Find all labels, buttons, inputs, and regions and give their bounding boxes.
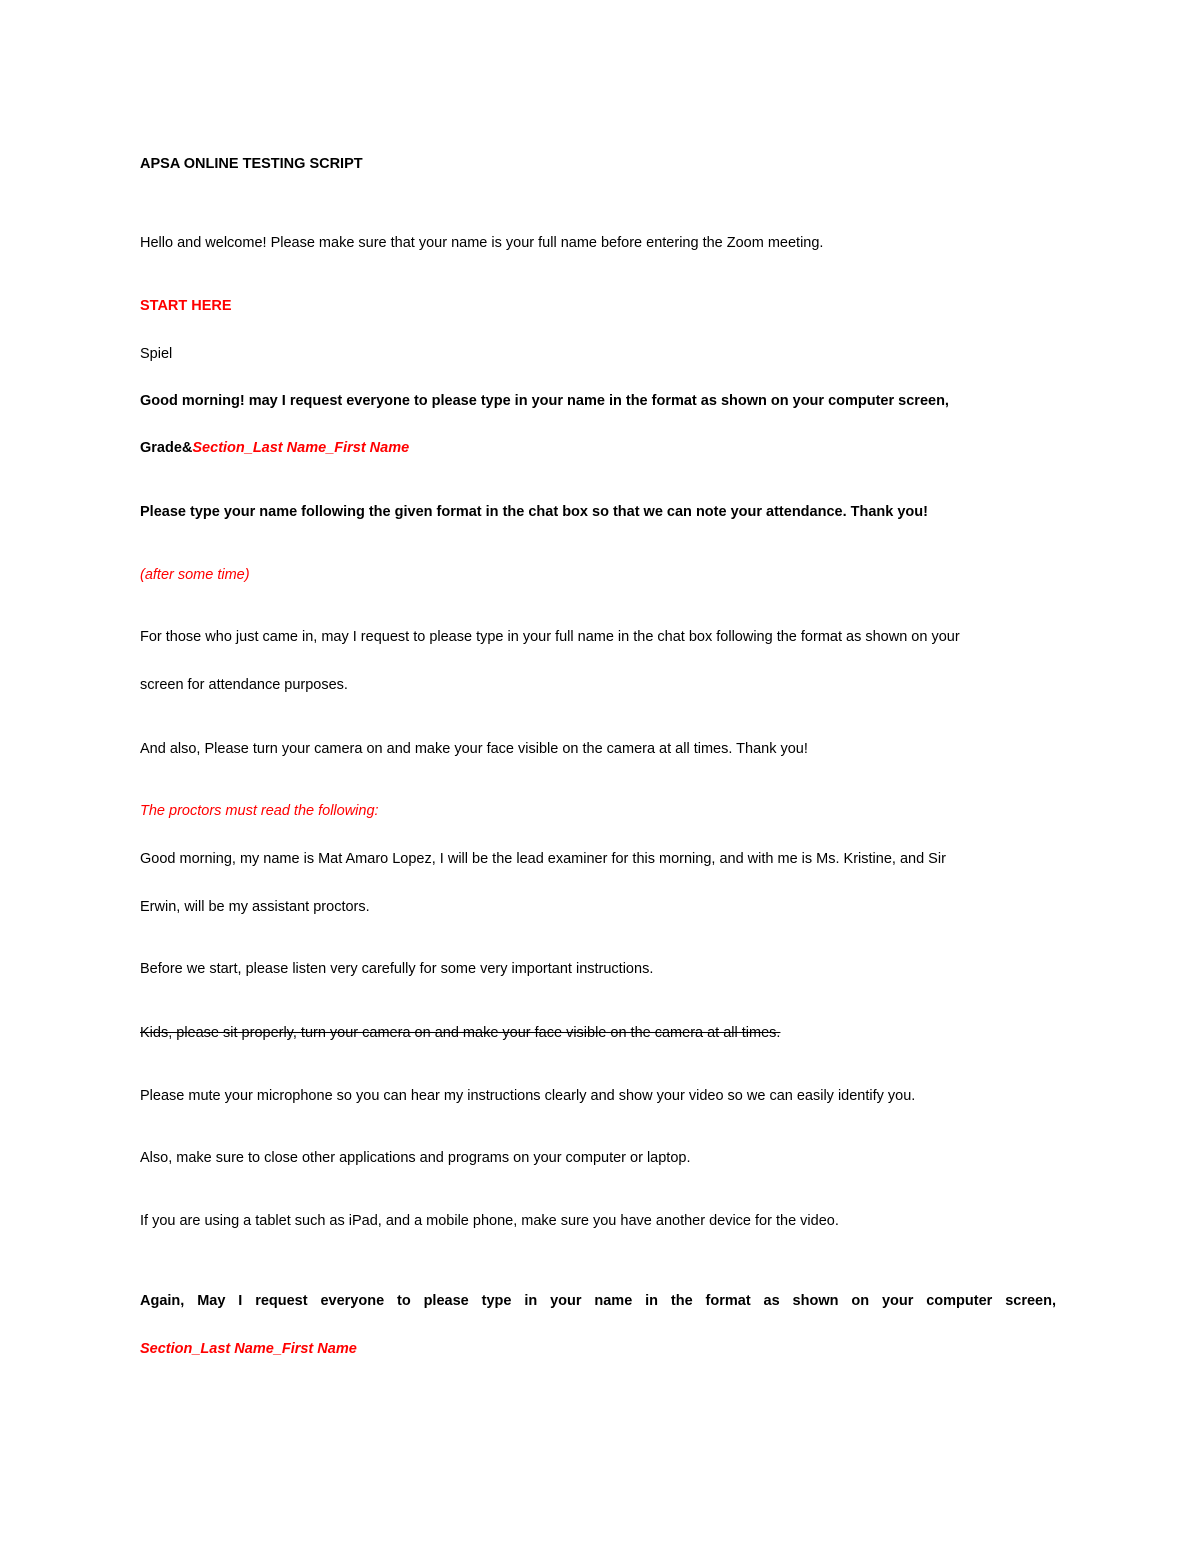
again-word: computer (926, 1293, 993, 1309)
welcome-text: Hello and welcome! Please make sure that your name is your full name before entering the Zoom meeting. (140, 235, 824, 251)
again-word: your (550, 1293, 582, 1309)
again-word: in (645, 1293, 659, 1309)
late-comers-line-2: screen for attendance purposes. (140, 677, 348, 693)
again-word: on (851, 1293, 870, 1309)
again-request-line (140, 1292, 1056, 1310)
good-morning-request: Good morning! may I request everyone to please type in your name in the format as shown on your computer screen, (140, 393, 949, 409)
mute-mic-text: Please mute your microphone so you can hear my instructions clearly and show your video so we can easily identify you. (140, 1088, 916, 1104)
again-word: your (881, 1293, 914, 1309)
proctors-note: The proctors must read the following: (140, 803, 379, 819)
intro-line-2: Erwin, will be my assistant proctors. (140, 899, 370, 915)
spiel-label: Spiel (140, 346, 173, 362)
intro-line-1: Good morning, my name is Mat Amaro Lopez, I will be the lead examiner for this morning, and with me is Ms. Kristine, and Sir (140, 851, 946, 867)
camera-on-text: And also, Please turn your camera on and make your face visible on the camera at all times. Thank you! (140, 741, 808, 757)
start-here-heading: START HERE (140, 298, 232, 314)
tablet-note-text: If you are using a tablet such as iPad, and a mobile phone, make sure you have another device for the video. (140, 1213, 839, 1229)
close-apps-text: Also, make sure to close other applications and programs on your computer or laptop. (140, 1150, 691, 1166)
name-format-line (140, 439, 409, 457)
again-word: Again, (140, 1293, 185, 1309)
again-word: request (255, 1293, 308, 1309)
again-word: in (524, 1293, 538, 1309)
struck-out-line: Kids, please sit properly, turn your camera on and make your face visible on the camera at all times. (140, 1025, 781, 1041)
again-word: type (481, 1293, 512, 1309)
again-word: screen, (1005, 1293, 1056, 1309)
again-word: May (197, 1293, 226, 1309)
again-word: I (238, 1293, 243, 1309)
again-word: shown (792, 1293, 839, 1309)
format-prefix: Grade& (140, 440, 193, 456)
chat-box-instruction: Please type your name following the given format in the chat box so that we can note your attendance. Thank you! (140, 504, 928, 520)
final-format-line: Section_Last Name_First Name (140, 1341, 357, 1357)
late-comers-line-1: For those who just came in, may I request to please type in your full name in the chat box following the format as shown on your (140, 629, 960, 645)
before-start-text: Before we start, please listen very carefully for some very important instructions. (140, 961, 654, 977)
document-title: APSA ONLINE TESTING SCRIPT (140, 156, 363, 172)
again-word: the (670, 1293, 693, 1309)
again-word: as (763, 1293, 780, 1309)
again-word: format (705, 1293, 751, 1309)
after-some-time-note: (after some time) (140, 567, 250, 583)
again-word: name (594, 1293, 633, 1309)
format-red-text: Section_Last Name_First Name (192, 440, 410, 456)
again-word: to (397, 1293, 411, 1309)
again-word: please (423, 1293, 469, 1309)
again-word: everyone (320, 1293, 385, 1309)
